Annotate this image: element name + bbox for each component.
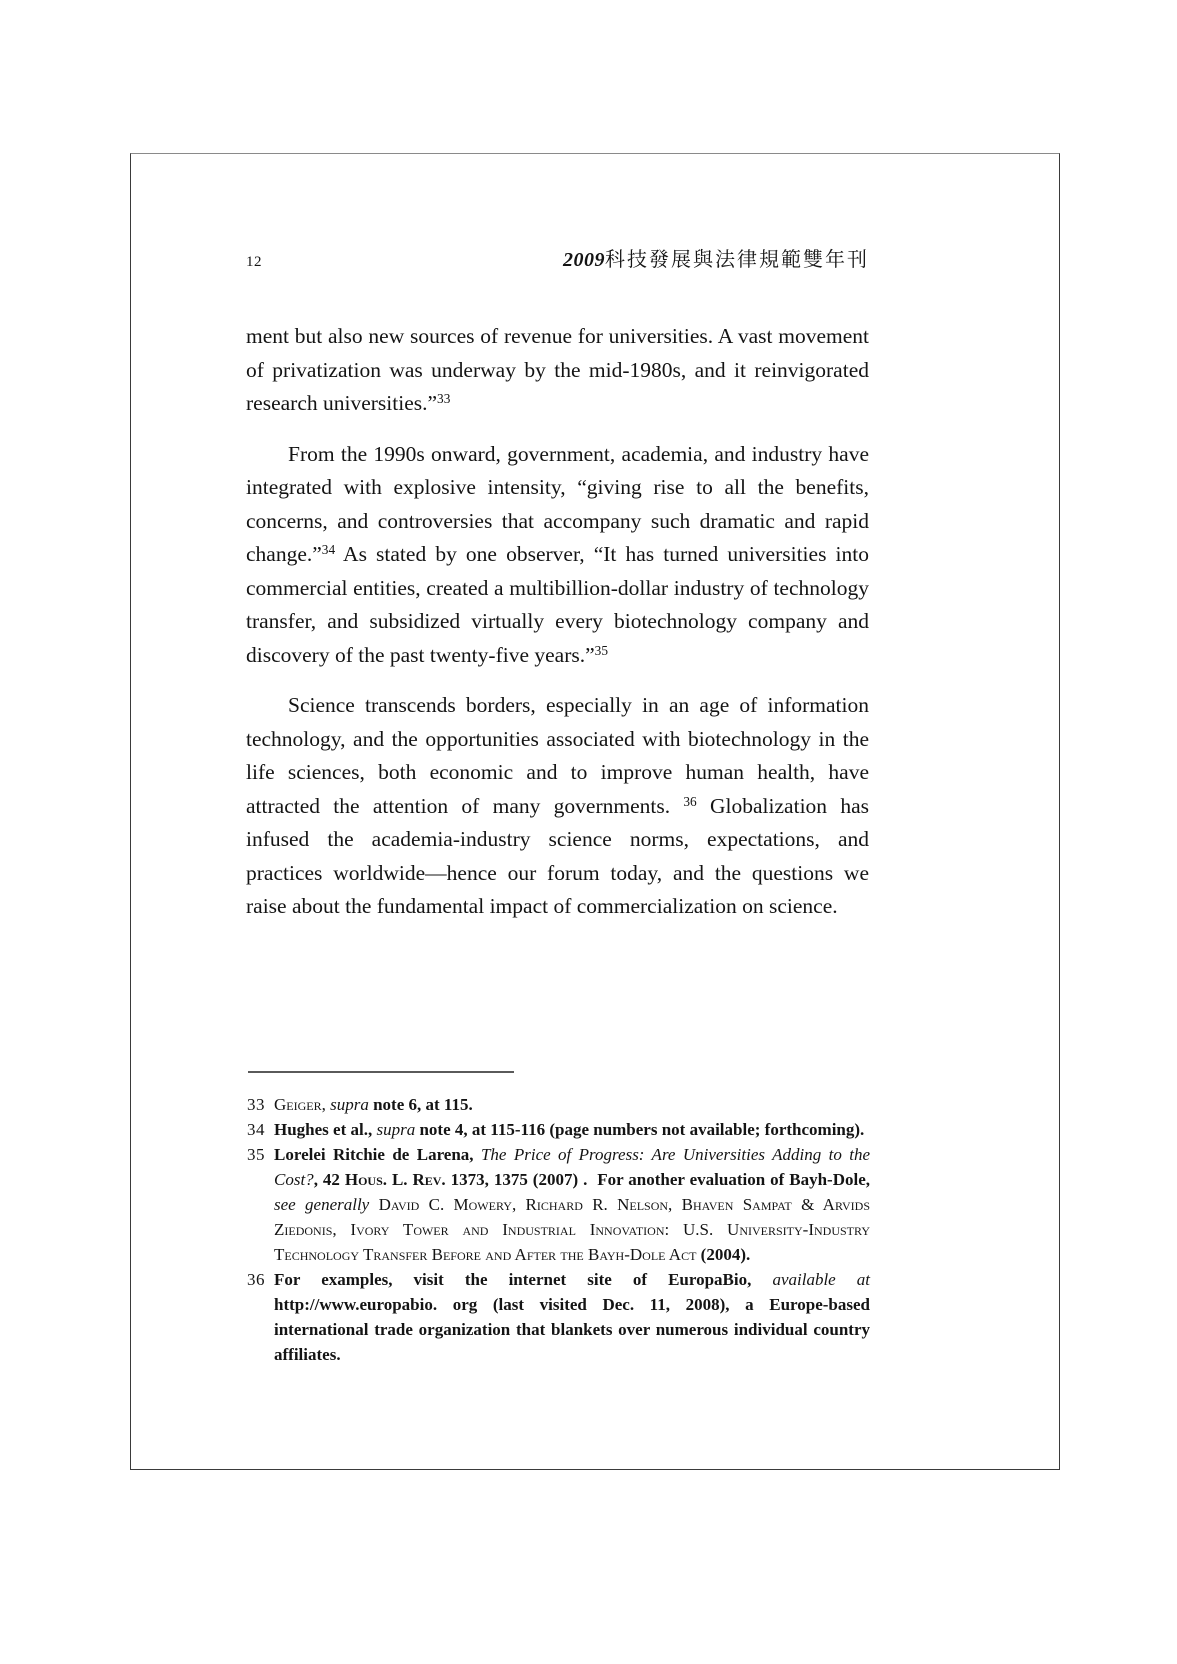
text-segment: (2004).: [696, 1245, 751, 1264]
body-text: [246, 320, 869, 924]
footnote-reference: 36: [683, 793, 697, 809]
text-segment: Hous. L. Rev.: [344, 1170, 446, 1189]
text-segment: For examples, visit the internet site of EuropaBio,: [274, 1270, 773, 1289]
text-segment: http://www.europabio. org (last visited Dec. 11, 2008), a Europe-based international trade organization that blankets over numerous individual country affiliates.: [274, 1295, 870, 1364]
text-segment: supra: [330, 1095, 369, 1114]
text-segment: Lorelei Ritchie de Larena,: [274, 1145, 481, 1164]
body-paragraph: [246, 438, 869, 673]
journal-title-text: 科技發展與法律規範雙年刊: [605, 249, 869, 271]
text-segment: 1373, 1375 (2007) . For another evaluation of Bayh-Dole,: [445, 1170, 870, 1189]
footnote-34: [247, 1117, 870, 1142]
footnote-35: [247, 1142, 870, 1267]
scanned-page: [130, 153, 1060, 1470]
text-segment: note 4, at 115-116 (page numbers not available; forthcoming).: [415, 1120, 865, 1139]
footnote-number: 36: [247, 1270, 265, 1289]
footnote-number: 33: [247, 1095, 265, 1114]
text-segment: [369, 1195, 378, 1214]
footnote-text: [274, 1120, 864, 1139]
text-segment: As stated by one observer, “It has turned universities into commercial entities, created a multibillion-dollar industry of technology transfer, and subsidized virtually every biotechnology company and discovery of the past twenty-five years.”: [246, 542, 869, 667]
text-segment: ,: [321, 1095, 331, 1114]
journal-year: 2009: [563, 249, 605, 271]
text-segment: supra: [376, 1120, 416, 1139]
page-number: 12: [246, 254, 262, 270]
text-segment: Science transcends borders, especially in an age of information technology, and the opportunities associated with biotechnology in the life sciences, both economic and to improve human health, have attracted the attention of many governments.: [246, 693, 869, 818]
text-segment: Globalization has infused the academia-industry science norms, expectations, and practices worldwide—hence our forum today, and the questions we raise about the fundamental impact of commercialization on science.: [246, 793, 869, 918]
footnote-33: [247, 1092, 870, 1117]
body-paragraph: [246, 320, 869, 421]
footnote-separator: [248, 1071, 514, 1073]
text-segment: From the 1990s onward, government, academia, and industry have integrated with explosive intensity, “giving rise to all the benefits, concerns, and controversies that accompany such dramatic and rapid change.”: [246, 441, 869, 566]
body-paragraph: [246, 689, 869, 924]
page-content: [131, 154, 1059, 1469]
text-segment: Hughes et al.,: [274, 1120, 377, 1139]
footnote-text: [274, 1095, 473, 1114]
text-segment: Geiger: [274, 1095, 322, 1114]
text-segment: see generally: [274, 1195, 370, 1214]
page-header: [246, 247, 869, 275]
footnotes: [247, 1092, 870, 1367]
text-segment: note 6, at 115.: [368, 1095, 473, 1114]
journal-title: [563, 247, 869, 273]
footnote-text: [274, 1145, 870, 1264]
text-segment: ment but also new sources of revenue for universities. A vast movement of privatization was underway by the mid-1980s, and it reinvigorated research universities.”: [246, 324, 869, 415]
text-segment: The Price of Progress: Are Universities Adding to the Cost?: [274, 1145, 870, 1189]
footnote-reference: 35: [594, 642, 608, 658]
footnote-reference: 33: [437, 391, 451, 406]
footnote-number: 35: [247, 1145, 265, 1164]
footnote-area: [247, 1071, 870, 1367]
footnote-number: 34: [247, 1120, 265, 1139]
text-segment: , 42: [313, 1170, 345, 1189]
text-segment: David C. Mowery, Richard R. Nelson, Bhaven Sampat & Arvids Ziedonis, Ivory Tower and Industrial Innovation: U.S. University-Industry Technology Transfer Before and After the Bayh-Dole Act: [274, 1195, 871, 1264]
footnote-reference: 34: [321, 542, 336, 557]
footnote-36: [247, 1267, 870, 1367]
footnote-text: [274, 1270, 870, 1364]
text-segment: available at: [772, 1270, 871, 1289]
